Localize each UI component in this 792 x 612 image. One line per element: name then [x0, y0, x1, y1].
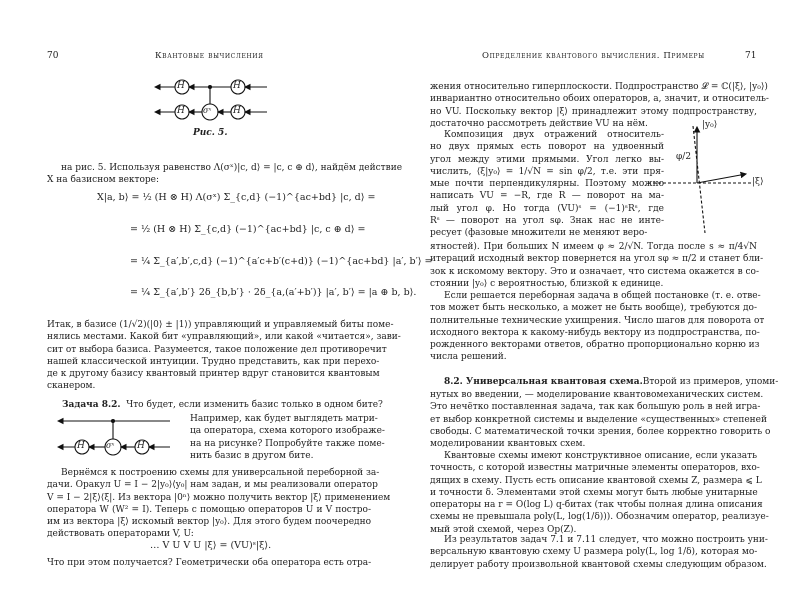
label-y0: |y₀⟩	[702, 120, 718, 130]
text-line: мые почти перпендикулярны. Поэтому можно	[430, 179, 664, 190]
text-line: Rˢ — поворот на угол sφ. Знак нас не инте-	[430, 216, 664, 227]
paragraph	[47, 162, 403, 187]
text-line: точность, с которой известны матричные элементы операторов, вхо-	[430, 463, 760, 474]
figure-caption: Рис. 5.	[193, 128, 228, 138]
text-line: Из результатов задач 7.1 и 7.11 следует, что можно построить уни-	[444, 535, 768, 545]
paragraph	[430, 534, 768, 571]
text-line: сит от выбора базиса. Разумеется, такое положение дел противоречит	[47, 344, 387, 355]
text-line: Что при этом получается? Геометрически оба оператора есть отра-	[47, 558, 372, 568]
text-line: но двух прямых есть поворот на удвоенный	[430, 142, 664, 153]
text-line: им из вектора |ξ⟩ искомый вектор |y₀⟩. Для этого будем поочередно	[47, 517, 371, 528]
text-line: оператора W (W² = I). Теперь с помощью операторов U и V постро-	[47, 504, 371, 515]
text-line: нить базис в другом бите.	[190, 450, 314, 461]
text-line: числить, ⟨ξ|y₀⟩ = 1/√N = sin φ/2, т.е. эти пря-	[430, 166, 664, 177]
text-line: на на рисунке? Попробуйте также поме-	[190, 438, 385, 449]
gate-label-h: H	[233, 106, 241, 116]
paragraph	[430, 450, 769, 536]
text-line: X на базисном векторе:	[47, 175, 160, 186]
text-line: дачи. Оракул U = I − 2|y₀⟩⟨y₀| нам задан, и мы реализовали оператор	[47, 480, 378, 491]
text-line: схемы не превышала poly(L, log(1/δ))). Обозначим оператор, реализуе-	[430, 512, 769, 523]
gate-label-sigma: σˣ	[203, 106, 212, 115]
gate-label-h: H	[77, 441, 85, 451]
text-line: угол между этими прямыми. Угол легко вы-	[430, 154, 664, 165]
equation-line: = ½ (H ⊗ H) Σ_{c,d} (−1)^{ac+bd} |c, c ⊕ d⟩ =	[130, 224, 366, 235]
text-line: V = I − 2|ξ⟩⟨ξ|. Из вектора |0ⁿ⟩ можно получить вектор |ξ⟩ применением	[47, 492, 391, 503]
text-line: нялись местами. Какой бит «управляющий», или какой «читается», зави-	[47, 332, 401, 343]
section-heading	[444, 377, 779, 387]
text-line: числа решений.	[430, 352, 507, 363]
text-line: Композиция двух отражений относитель-	[444, 130, 664, 140]
right-running-head: Определение квантового вычисления. Примеры	[482, 51, 705, 61]
paragraph	[47, 467, 391, 541]
text-line: действовать операторами V, U:	[47, 529, 194, 540]
text-line: и точности δ. Элементами этой схемы могут быть любые унитарные	[430, 487, 758, 498]
section-text	[430, 389, 771, 450]
text-line: Итак, в базисе (1/√2)(|0⟩ ± |1⟩) управляющий и управляемый биты поме-	[47, 320, 394, 330]
paragraph	[430, 290, 765, 364]
equation-line: = ¼ Σ_{a′,b′,c,d} (−1)^{a′c+b′(c+d)} (−1)^{ac+bd} |a′, b′⟩ =	[130, 256, 433, 267]
text-line: Квантовые схемы имеют конструктивное описание, если указать	[444, 451, 757, 461]
text-line: сканером.	[47, 381, 96, 392]
text-line: ет выбор конкретной системы и выделение «существенных» степеней	[430, 414, 768, 425]
label-xi: |ξ⟩	[752, 177, 764, 187]
task-heading	[62, 400, 383, 410]
reflection-line	[693, 126, 705, 233]
text-line: нутых во введении, — моделирование квантовомеханических систем.	[430, 390, 764, 400]
label-angle: φ/2	[676, 152, 692, 162]
text-line: рожденного векторами ответов, обратно пропорционально корню из	[430, 340, 760, 351]
xi-vector	[697, 174, 746, 183]
equation-line: X|a, b⟩ = ½ (H ⊗ H) Λ(σˣ) Σ_{c,d} (−1)^{ac+bd} |c, d⟩ =	[97, 192, 376, 203]
text-line: жения относительно гиперплоскости. Подпространство 𝓛 = ℂ(|ξ⟩, |y₀⟩)	[430, 82, 768, 92]
section-title: 8.2. Универсальная квантовая схема.	[444, 377, 643, 387]
text-line: тов может быть несколько, а может не быть вообще), требуются до-	[430, 303, 757, 314]
text-line: лый угол φ. Но тогда (VU)ˢ = (−1)ˢRˢ, где	[430, 203, 664, 214]
text-line: мый этой схемой, через Op(Z).	[430, 524, 577, 535]
task-text	[190, 413, 385, 462]
text-line: достаточно рассмотреть действие VU на нём.	[430, 118, 648, 129]
paragraph	[430, 81, 769, 130]
gate-label-h: H	[137, 441, 145, 451]
text-line: итераций исходный вектор повернется на угол sφ ≈ π/2 и станет бли-	[430, 254, 764, 265]
text-line: ятностей). При больших N имеем φ ≈ 2/√N. Тогда после s ≈ π/4√N	[430, 242, 757, 252]
gate-label-h: H	[177, 106, 185, 116]
text-line: исходного вектора к какому-нибудь вектору из подпространства, по-	[430, 327, 760, 338]
paragraph	[47, 319, 401, 393]
text-line: но VU. Поскольку вектор |ξ⟩ принадлежит этому подпространству,	[430, 106, 757, 117]
section-first-line: Второй из примеров, упоми-	[642, 377, 779, 387]
paragraph	[430, 241, 764, 290]
text-line: делирует работу произвольной квантовой схемы следующим образом.	[430, 559, 767, 570]
text-line: моделировании квантовых схем.	[430, 439, 586, 450]
text-line: версальную квантовую схему U размера poly(L, log 1/δ), которая мо-	[430, 547, 758, 558]
text-line: стоянии |y₀⟩ с вероятностью, близкой к единице.	[430, 278, 664, 289]
gate-label-h: H	[177, 81, 185, 91]
left-running-head: Квантовые вычисления	[155, 51, 264, 61]
text-line: на рис. 5. Используя равенство Λ(σˣ)|c, d⟩ = |c, c ⊕ d⟩, найдём действие	[61, 163, 403, 173]
equation-iteration: … V U V U |ξ⟩ = (VU)ˢ|ξ⟩.	[150, 540, 272, 551]
text-line: операторы на r = O(log L) q-битах (так чтобы полная длина описания	[430, 500, 763, 511]
text-line: де к другому базису квантовый принтер вдруг становится квантовым	[47, 369, 380, 380]
text-line: Если решается переборная задача в общей постановке (т. е. отве-	[444, 291, 761, 301]
paragraph	[430, 129, 664, 240]
paragraph	[47, 557, 371, 569]
text-line: Например, как будет выглядеть матри-	[190, 414, 378, 424]
text-line: полнительные технические ухищрения. Число шагов для поворота от	[430, 315, 765, 326]
task-first-line: Что будет, если изменить базис только в одном бите?	[126, 400, 383, 410]
left-page-number: 70	[47, 51, 59, 61]
text-line: инвариантно относительно обоих операторов, а, значит, и относитель-	[430, 94, 769, 105]
text-line: Это нечётко поставленная задача, так как большую роль в ней игра-	[430, 402, 761, 413]
text-line: Вернёмся к построению схемы для универсальной переборной за-	[61, 468, 380, 478]
equation-line: = ¼ Σ_{a′,b′} 2δ_{b,b′} · 2δ_{a,(a′+b′)} |a′, b′⟩ = |a ⊕ b, b⟩.	[130, 287, 417, 298]
gate-label-sigma: σˣ	[106, 441, 115, 450]
text-line: свободы. С математической точки зрения, более корректно говорить о	[430, 426, 771, 437]
right-page-number: 71	[745, 51, 757, 61]
text-line: нашей классической интуиции. Трудно представить, как при перехо-	[47, 356, 380, 367]
text-line: зок к искомому вектору. Это и означает, что система окажется в со-	[430, 266, 760, 277]
text-line: дящих в схему. Пусть есть описание квантовой схемы Z, размера ⩽ L	[430, 475, 762, 486]
text-line: написать VU = −R, где R — поворот на ма-	[430, 191, 664, 202]
task-label: Задача 8.2.	[62, 400, 121, 410]
text-line: ца оператора, схема которого изображе-	[190, 426, 385, 437]
gate-label-h: H	[233, 81, 241, 91]
text-line: ресует (фазовые множители не меняют веро-	[430, 228, 648, 239]
